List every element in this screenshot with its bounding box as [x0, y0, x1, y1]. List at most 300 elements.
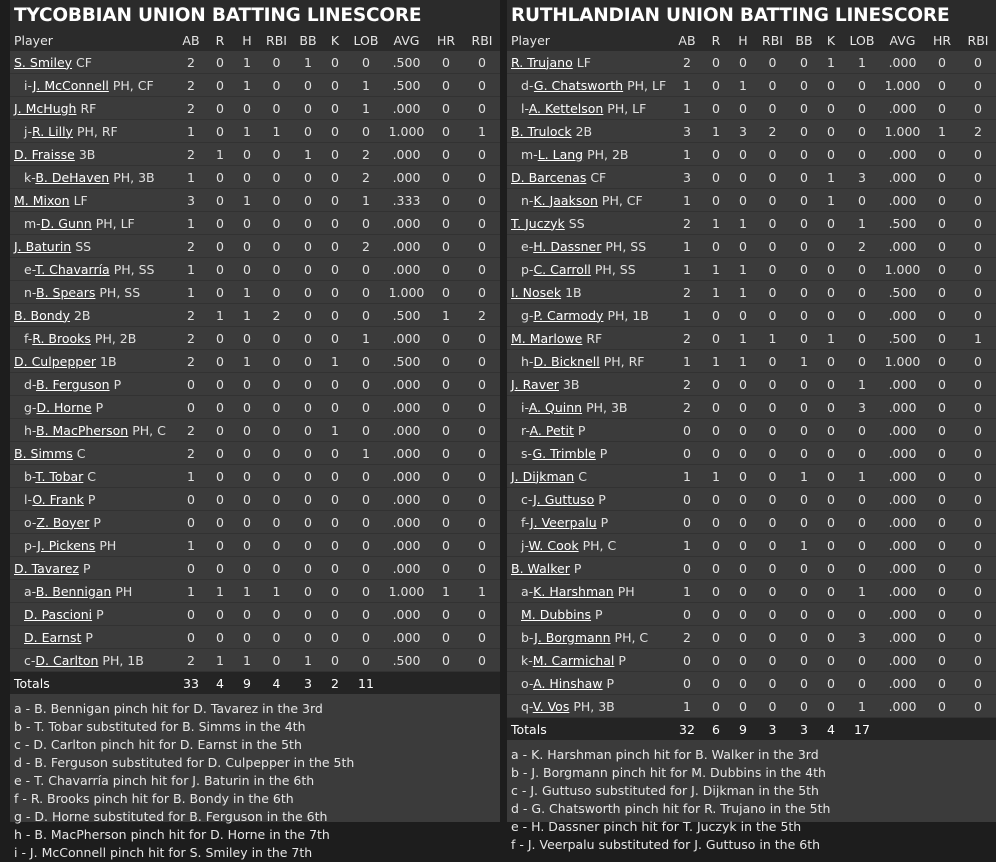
- player-position: 2B: [575, 123, 593, 139]
- totals-value: 11: [358, 675, 374, 691]
- totals-row: [507, 718, 996, 741]
- stat-cell: 0: [938, 422, 946, 438]
- stat-cell: 0: [478, 376, 486, 392]
- player-link[interactable]: M. Mixon: [14, 192, 70, 208]
- stat-cell: 0: [216, 261, 224, 277]
- stat-cell: 0: [800, 146, 808, 162]
- player-link[interactable]: A. Quinn: [528, 399, 583, 415]
- player-link[interactable]: D. Carlton: [35, 652, 99, 668]
- player-position: SS: [75, 238, 92, 254]
- stat-cell: 0: [304, 491, 312, 507]
- stat-cell: 0: [304, 261, 312, 277]
- stat-cell: 1: [478, 123, 486, 139]
- stat-cell: 1: [331, 422, 339, 438]
- player-position: 3B: [562, 376, 580, 392]
- stat-cell: 0: [974, 77, 982, 93]
- stat-cell: 0: [442, 652, 450, 668]
- stat-cell: 3: [858, 629, 866, 645]
- player-link[interactable]: P. Carmody: [533, 307, 604, 323]
- stat-cell: .000: [392, 399, 421, 415]
- player-link[interactable]: G. Trimble: [532, 445, 596, 461]
- stat-cell: 0: [858, 284, 866, 300]
- player-link[interactable]: Z. Boyer: [36, 514, 90, 530]
- stat-cell: 0: [442, 215, 450, 231]
- stat-cell: 0: [712, 537, 720, 553]
- stat-cell: 0: [478, 284, 486, 300]
- stat-cell: 0: [712, 77, 720, 93]
- table-row: [507, 695, 996, 718]
- stat-cell: 0: [768, 54, 777, 70]
- player-link[interactable]: D. Bicknell: [533, 353, 600, 369]
- stat-cell: .000: [392, 215, 421, 231]
- player-link[interactable]: R. Lilly: [31, 123, 73, 139]
- stat-cell: .500: [392, 77, 421, 93]
- stat-cell: 0: [858, 606, 866, 622]
- stat-cell: 0: [938, 675, 946, 691]
- stat-cell: 0: [478, 100, 486, 116]
- stat-cell: 0: [768, 675, 777, 691]
- table-row: [10, 281, 500, 304]
- column-header: Player: [511, 32, 550, 48]
- stat-cell: 2: [187, 238, 195, 254]
- player-link[interactable]: B. Bondy: [14, 307, 70, 323]
- table-row: [507, 97, 996, 120]
- stat-cell: 0: [827, 491, 835, 507]
- stat-cell: 1: [683, 468, 691, 484]
- stat-cell: 0: [800, 169, 808, 185]
- player-link[interactable]: B. DeHaven: [35, 169, 110, 185]
- stat-cell: 0: [331, 100, 339, 116]
- stat-cell: 2: [187, 307, 195, 323]
- stat-cell: 0: [331, 399, 339, 415]
- stat-cell: 0: [768, 284, 777, 300]
- player-cell: [10, 488, 176, 511]
- stat-cell: .000: [888, 54, 917, 70]
- stat-cell: 0: [216, 123, 224, 139]
- stat-cell: 0: [683, 606, 691, 622]
- stat-cell: 0: [974, 422, 982, 438]
- substitution-note: f - J. Veerpalu substituted for J. Guttuso in the 6th: [511, 837, 821, 852]
- stat-cell: 0: [243, 606, 251, 622]
- stat-cell: 0: [304, 560, 312, 576]
- stat-cell: 0: [331, 491, 339, 507]
- player-link[interactable]: W. Cook: [528, 537, 579, 553]
- stat-cell: 0: [712, 307, 720, 323]
- stat-cell: 1: [739, 215, 747, 231]
- stat-cell: 0: [827, 698, 835, 714]
- player-link[interactable]: A. Petit: [529, 422, 574, 438]
- column-header: RBI: [471, 32, 493, 48]
- stat-cell: 0: [272, 169, 281, 185]
- stat-cell: 0: [800, 583, 808, 599]
- player-cell: [507, 51, 672, 74]
- column-header: HR: [436, 32, 456, 48]
- totals-value: [960, 718, 996, 741]
- player-cell: [10, 396, 176, 419]
- player-link[interactable]: H. Dassner: [533, 238, 602, 254]
- stat-cell: 1: [216, 583, 224, 599]
- stat-cell: 0: [974, 537, 982, 553]
- sub-prefix: n-: [24, 284, 36, 300]
- sub-prefix: r-: [521, 422, 530, 438]
- sub-prefix: d-: [521, 77, 534, 93]
- player-link[interactable]: D. Culpepper: [14, 353, 97, 369]
- stat-cell: 0: [800, 491, 808, 507]
- player-link[interactable]: M. Dubbins: [521, 606, 592, 622]
- stat-cell: 0: [712, 238, 720, 254]
- player-link[interactable]: D. Fraisse: [14, 146, 75, 162]
- column-header: RBI: [266, 32, 287, 48]
- player-link[interactable]: M. Marlowe: [511, 330, 583, 346]
- sub-prefix: o-: [24, 514, 37, 530]
- player-link[interactable]: B. Walker: [511, 560, 570, 576]
- player-link[interactable]: D. Barcenas: [511, 169, 587, 185]
- stat-cell: 0: [331, 77, 339, 93]
- stat-cell: 0: [362, 560, 370, 576]
- stat-cell: 2: [362, 238, 370, 254]
- stat-cell: 0: [216, 330, 224, 346]
- stat-cell: 0: [974, 468, 982, 484]
- stat-cell: 0: [304, 330, 312, 346]
- stat-cell: 0: [304, 514, 312, 530]
- player-link[interactable]: K. Harshman: [533, 583, 614, 599]
- column-header: AB: [182, 32, 200, 48]
- stat-cell: 1: [827, 192, 835, 208]
- stat-cell: 0: [974, 629, 982, 645]
- stat-cell: .000: [888, 560, 917, 576]
- substitution-note: b - T. Tobar substituted for B. Simms in the 4th: [14, 719, 306, 734]
- player-position: 2B: [73, 307, 91, 323]
- stat-cell: 0: [478, 330, 486, 346]
- stat-cell: 0: [272, 560, 281, 576]
- player-cell: [507, 695, 672, 718]
- stat-cell: 0: [800, 422, 808, 438]
- stat-cell: 0: [478, 77, 486, 93]
- stat-cell: 0: [768, 146, 777, 162]
- player-link[interactable]: J. Veerpalu: [529, 514, 597, 530]
- stat-cell: .500: [888, 330, 917, 346]
- stat-cell: 0: [272, 399, 281, 415]
- player-cell: [507, 166, 672, 189]
- player-link[interactable]: J. McConnell: [32, 77, 109, 93]
- stat-cell: 2: [478, 307, 486, 323]
- stat-cell: 1: [712, 123, 720, 139]
- stat-cell: 1: [739, 353, 747, 369]
- stat-cell: 1: [739, 330, 747, 346]
- stat-cell: 1: [187, 261, 195, 277]
- table-row: [507, 212, 996, 235]
- player-position: PH, LF: [607, 100, 647, 116]
- stat-cell: 0: [827, 422, 835, 438]
- totals-value: 6: [712, 721, 720, 737]
- stat-cell: 2: [974, 123, 982, 139]
- player-position: PH, C: [614, 629, 649, 645]
- stat-cell: 0: [362, 652, 370, 668]
- stat-cell: 0: [739, 698, 747, 714]
- player-cell: [10, 304, 176, 327]
- stat-cell: 1.000: [884, 261, 921, 277]
- stat-cell: 0: [858, 192, 866, 208]
- player-link[interactable]: S. Smiley: [14, 54, 73, 70]
- player-link[interactable]: J. Pickens: [37, 537, 96, 553]
- player-link[interactable]: J. Dijkman: [511, 468, 575, 484]
- stat-cell: 0: [331, 606, 339, 622]
- stat-cell: 0: [858, 123, 866, 139]
- stat-cell: 0: [938, 445, 946, 461]
- player-cell: [10, 626, 176, 649]
- sub-prefix: o-: [521, 675, 534, 691]
- stat-cell: 0: [478, 422, 486, 438]
- player-link[interactable]: J. Baturin: [14, 238, 72, 254]
- stat-cell: .000: [888, 169, 917, 185]
- stat-cell: 0: [304, 353, 312, 369]
- stat-cell: .000: [888, 606, 917, 622]
- stat-cell: 0: [362, 606, 370, 622]
- table-row: [10, 649, 500, 672]
- player-position: PH, LF: [627, 77, 667, 93]
- player-link[interactable]: A. Kettelson: [528, 100, 604, 116]
- table-row: [507, 235, 996, 258]
- stat-cell: 0: [362, 376, 370, 392]
- stat-cell: 0: [243, 100, 251, 116]
- stat-cell: 0: [858, 100, 866, 116]
- player-link[interactable]: L. Lang: [537, 146, 584, 162]
- stat-cell: .000: [392, 261, 421, 277]
- stat-cell: 1: [304, 652, 312, 668]
- stat-cell: 1: [187, 468, 195, 484]
- stat-cell: 0: [827, 284, 835, 300]
- stat-cell: 0: [478, 514, 486, 530]
- stat-cell: .000: [888, 399, 917, 415]
- player-link[interactable]: D. Gunn: [40, 215, 92, 231]
- stat-cell: 1: [272, 123, 281, 139]
- stat-cell: 1: [272, 583, 281, 599]
- column-header: HR: [932, 32, 952, 48]
- stat-cell: 1: [827, 169, 835, 185]
- player-link[interactable]: D. Earnst: [24, 629, 82, 645]
- substitution-note: e - T. Chavarría pinch hit for J. Baturin in the 6th: [14, 773, 315, 788]
- stat-cell: 0: [478, 261, 486, 277]
- player-link[interactable]: J. Guttuso: [533, 491, 595, 507]
- player-link[interactable]: M. Carmichal: [532, 652, 615, 668]
- stat-cell: .000: [392, 537, 421, 553]
- stat-cell: 0: [243, 468, 251, 484]
- stat-cell: .500: [888, 215, 917, 231]
- stat-cell: 0: [216, 445, 224, 461]
- stat-cell: 2: [187, 330, 195, 346]
- panel-title: TYCOBBIAN UNION BATTING LINESCORE: [10, 0, 500, 29]
- stat-cell: 0: [739, 583, 747, 599]
- stat-cell: 1: [683, 77, 691, 93]
- stat-cell: 0: [712, 399, 720, 415]
- stat-cell: 1: [187, 215, 195, 231]
- player-link[interactable]: V. Vos: [532, 698, 570, 714]
- stat-cell: 1: [331, 353, 339, 369]
- sub-prefix: i-: [24, 77, 33, 93]
- stat-cell: .000: [888, 445, 917, 461]
- player-link[interactable]: T. Tobar: [35, 468, 84, 484]
- stat-cell: 3: [683, 123, 691, 139]
- stat-cell: 0: [800, 652, 808, 668]
- sub-prefix: d-: [24, 376, 36, 392]
- stat-cell: 2: [858, 238, 866, 254]
- stat-cell: 0: [974, 675, 982, 691]
- player-cell: [10, 166, 176, 189]
- stat-cell: 0: [858, 146, 866, 162]
- player-position: SS: [568, 215, 585, 231]
- stat-cell: 1: [858, 583, 866, 599]
- player-link[interactable]: R. Trujano: [511, 54, 573, 70]
- player-link[interactable]: B. Spears: [36, 284, 96, 300]
- stat-cell: 0: [739, 514, 747, 530]
- stat-cell: 0: [739, 629, 747, 645]
- stat-cell: 0: [938, 652, 946, 668]
- stat-cell: 0: [243, 629, 251, 645]
- player-link[interactable]: A. Hinshaw: [533, 675, 603, 691]
- stat-cell: 0: [442, 491, 450, 507]
- stat-cell: 0: [974, 583, 982, 599]
- stat-cell: 0: [187, 491, 195, 507]
- player-link[interactable]: D. Horne: [36, 399, 92, 415]
- stat-cell: 0: [442, 330, 450, 346]
- player-link[interactable]: D. Tavarez: [14, 560, 79, 576]
- stat-cell: .000: [392, 238, 421, 254]
- player-link[interactable]: B. Simms: [14, 445, 73, 461]
- stat-cell: 0: [712, 491, 720, 507]
- player-cell: [507, 465, 672, 488]
- stat-cell: 0: [938, 215, 946, 231]
- stat-cell: 1: [243, 284, 251, 300]
- player-cell: [10, 327, 176, 350]
- stat-cell: 0: [442, 468, 450, 484]
- stat-cell: 0: [800, 192, 808, 208]
- stat-cell: 0: [739, 192, 747, 208]
- stat-cell: 0: [272, 77, 281, 93]
- sub-prefix: f-: [24, 330, 33, 346]
- table-row: [10, 166, 500, 189]
- stat-cell: 0: [768, 261, 777, 277]
- table-row: [10, 327, 500, 350]
- stat-cell: 0: [739, 376, 747, 392]
- stat-cell: 1: [243, 353, 251, 369]
- stat-cell: 0: [938, 560, 946, 576]
- sub-prefix: l-: [24, 491, 33, 507]
- sub-prefix: b-: [521, 629, 535, 645]
- stat-cell: 1: [768, 330, 777, 346]
- stat-cell: 1: [683, 353, 691, 369]
- stat-cell: 0: [974, 491, 982, 507]
- player-cell: [10, 189, 176, 212]
- stat-cell: 0: [478, 629, 486, 645]
- player-cell: [507, 580, 672, 603]
- stat-cell: 0: [768, 514, 777, 530]
- player-link[interactable]: C. Carroll: [533, 261, 591, 277]
- stat-cell: 0: [304, 537, 312, 553]
- stat-cell: 1.000: [884, 353, 921, 369]
- stat-cell: 1: [362, 100, 370, 116]
- stat-cell: 1: [739, 284, 747, 300]
- stat-cell: 0: [858, 445, 866, 461]
- player-cell: [10, 281, 176, 304]
- player-position: P: [606, 675, 615, 691]
- stat-cell: 0: [768, 353, 777, 369]
- table-row: [507, 350, 996, 373]
- stat-cell: 0: [442, 261, 450, 277]
- player-link[interactable]: J. Borgmann: [534, 629, 611, 645]
- player-link[interactable]: D. Pascioni: [24, 606, 93, 622]
- player-link[interactable]: O. Frank: [32, 491, 84, 507]
- stat-cell: 0: [243, 422, 251, 438]
- stat-cell: .000: [392, 629, 421, 645]
- player-link[interactable]: I. Nosek: [511, 284, 562, 300]
- stat-cell: 0: [362, 399, 370, 415]
- player-position: P: [85, 629, 93, 645]
- stat-cell: 1: [938, 123, 946, 139]
- stat-cell: 2: [683, 284, 691, 300]
- stat-cell: 0: [827, 445, 835, 461]
- totals-value: [428, 672, 464, 695]
- sub-prefix: p-: [24, 537, 38, 553]
- stat-cell: 1: [683, 146, 691, 162]
- stat-cell: 0: [768, 77, 777, 93]
- stat-cell: 0: [304, 123, 312, 139]
- stat-cell: 0: [442, 376, 450, 392]
- stat-cell: 0: [800, 675, 808, 691]
- player-cell: [10, 350, 176, 373]
- totals-value: [385, 672, 428, 695]
- stat-cell: 0: [216, 238, 224, 254]
- stat-cell: 0: [362, 353, 370, 369]
- right-linescore-panel: [507, 0, 996, 852]
- table-row: [10, 258, 500, 281]
- stat-cell: 0: [739, 54, 747, 70]
- stat-cell: 0: [331, 307, 339, 323]
- player-link[interactable]: K. Jaakson: [533, 192, 598, 208]
- sub-prefix: l-: [521, 100, 529, 116]
- player-link[interactable]: B. Trulock: [511, 123, 572, 139]
- stat-cell: 0: [858, 261, 866, 277]
- player-link[interactable]: J. Raver: [511, 376, 559, 392]
- player-link[interactable]: B. Bennigan: [35, 583, 112, 599]
- player-link[interactable]: T. Chavarría: [35, 261, 110, 277]
- stat-cell: 0: [304, 445, 312, 461]
- stat-cell: 0: [683, 652, 691, 668]
- player-link[interactable]: G. Chatsworth: [533, 77, 624, 93]
- stat-cell: 0: [216, 468, 224, 484]
- stat-cell: 0: [974, 100, 982, 116]
- player-link[interactable]: B. MacPherson: [36, 422, 129, 438]
- player-position: PH, CF: [601, 192, 643, 208]
- player-cell: [10, 557, 176, 580]
- stat-cell: 0: [304, 284, 312, 300]
- player-link[interactable]: B. Ferguson: [36, 376, 110, 392]
- player-cell: [507, 488, 672, 511]
- stat-cell: 0: [478, 192, 486, 208]
- player-position: 1B: [100, 353, 117, 369]
- stat-cell: 0: [712, 330, 720, 346]
- player-link[interactable]: T. Juczyk: [511, 215, 565, 231]
- stat-cell: 0: [272, 330, 281, 346]
- stat-cell: 0: [827, 468, 835, 484]
- totals-label: Totals: [14, 675, 50, 691]
- player-position: P: [577, 422, 586, 438]
- stat-cell: 0: [272, 146, 281, 162]
- stat-cell: 0: [272, 629, 281, 645]
- stat-cell: 0: [800, 261, 808, 277]
- player-cell: [507, 534, 672, 557]
- player-link[interactable]: J. McHugh: [14, 100, 77, 116]
- player-link[interactable]: R. Brooks: [32, 330, 91, 346]
